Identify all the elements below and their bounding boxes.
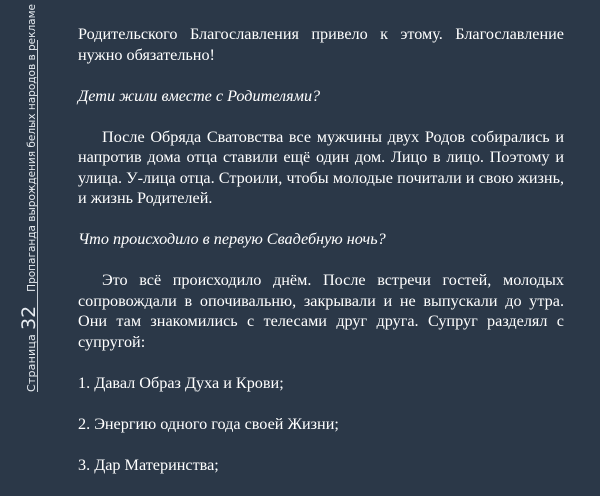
page-number: 32 bbox=[18, 305, 40, 331]
sidebar bbox=[0, 0, 56, 422]
sidebar-vertical-label bbox=[18, 4, 40, 392]
paragraph-3: Это всё происходило днём. После встречи гостей, молодых сопровождали в опочивальню, закрывали и не выпускали до утра. Они там знакомились с телесами друг друга. Супруг разделял с супругой: bbox=[78, 271, 564, 351]
list-item-1: 1. Давал Образ Духа и Крови; bbox=[78, 373, 284, 392]
paragraph-2: После Обряда Сватовства все мужчины двух Родов собирались и напротив дома отца ставили ещё один дом. Лицо в лицо. Поэтому и улица. У-лица отца. Строили, чтобы молодые почитали и свою жизнь, и жизнь Родителей. bbox=[78, 127, 564, 207]
main-text bbox=[78, 24, 564, 496]
paragraph-1: Родительского Благославления привело к этому. Благославление нужно обязательно! bbox=[78, 25, 564, 64]
sidebar-caption: Пропаганда вырождения белых народов в рекламе bbox=[26, 4, 38, 292]
question-1: Дети жили вместе с Родителями? bbox=[78, 86, 321, 105]
page-label: Страница bbox=[25, 334, 38, 392]
list-item-2: 2. Энергию одного года своей Жизни; bbox=[78, 414, 339, 433]
list-item-3: 3. Дар Материнства; bbox=[78, 455, 219, 474]
question-2: Что происходило в первую Свадебную ночь? bbox=[78, 230, 386, 248]
